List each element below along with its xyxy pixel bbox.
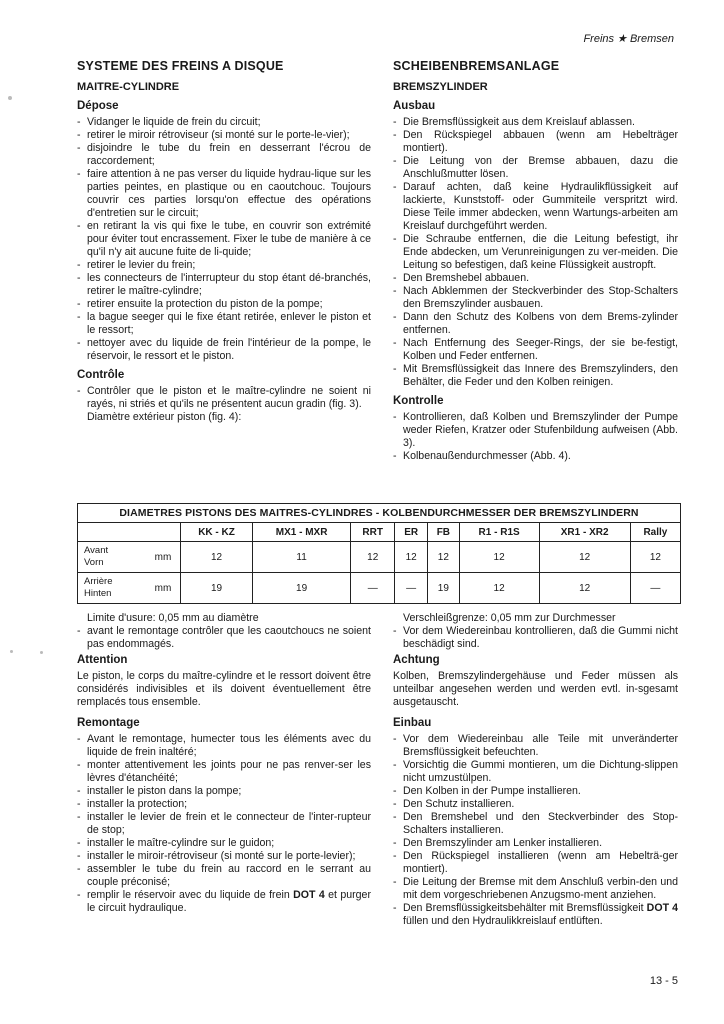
remontage-list xyxy=(77,733,371,915)
table-header-row xyxy=(78,523,681,542)
row-label xyxy=(78,573,147,604)
table-cell: 19 xyxy=(428,573,460,604)
table-cell: 12 xyxy=(539,542,630,573)
list-item: - Den Bremsflüssigkeitsbehälter mit Bremsflüssigkeit DOT 4 füllen und den Hydraulikkreislauf entlüften. xyxy=(393,902,678,928)
column-header: KK - KZ xyxy=(181,523,253,542)
kontrolle-list xyxy=(393,411,678,463)
table-cell: 12 xyxy=(351,542,395,573)
list-item: - Darauf achten, daß keine Hydraulikflüssigkeit auf lackierte, Kunststoff- oder Gummiteile verspritzt wird. Diese Teile immer abdecken, wenn Wartungs-arbeiten am Kreislauf durchgeführt werden. xyxy=(393,181,678,233)
french-title: SYSTEME DES FREINS A DISQUE xyxy=(77,59,284,73)
list-item: - Die Bremsflüssigkeit aus dem Kreislauf ablassen. xyxy=(393,116,678,129)
page-number: 13 - 5 xyxy=(649,975,678,987)
controle-diameter-text: Diamètre extérieur piston (fig. 4): xyxy=(87,411,242,423)
table-corner xyxy=(78,523,181,542)
wear-limit-fr: Limite d'usure: 0,05 mm au diamètre xyxy=(87,612,259,624)
controle-heading: Contrôle xyxy=(77,369,125,381)
achtung-heading: Achtung xyxy=(393,654,440,666)
row-label-de: Hinten xyxy=(84,588,112,599)
french-column-top xyxy=(77,60,371,424)
table-row xyxy=(78,573,681,604)
table-title: DIAMETRES PISTONS DES MAITRES-CYLINDRES - KOLBENDURCHMESSER DER BREMSZYLINDERN xyxy=(78,504,681,523)
depose-heading: Dépose xyxy=(77,100,119,112)
table-cell: — xyxy=(630,573,680,604)
german-subtitle: BREMSZYLINDER xyxy=(393,81,488,93)
table-cell: 12 xyxy=(181,542,253,573)
list-item: - avant le remontage contrôler que les caoutchoucs ne soient pas endommagés. xyxy=(77,625,371,651)
german-column-top xyxy=(393,60,678,463)
list-item: - Den Rückspiegel abbauen (wenn am Hebelträger montiert). xyxy=(393,129,678,155)
page-header: Freins ★ Bremsen xyxy=(583,33,674,45)
list-item: - Die Leitung der Bremse mit dem Anschluß verbin-den und mit dem vorgeschriebenen Anzugsmo-ment anziehen. xyxy=(393,876,678,902)
table-cell: 12 xyxy=(459,542,539,573)
list-item: - nettoyer avec du liquide de frein l'intérieur de la pompe, le réservoir, le ressort et le piston. xyxy=(77,337,371,363)
list-item: - retirer ensuite la protection du piston de la pompe; xyxy=(77,298,371,311)
list-item: - Kolbenaußendurchmesser (Abb. 4). xyxy=(393,450,678,463)
wear-limit-de: Verschleißgrenze: 0,05 mm zur Durchmesser xyxy=(403,612,616,624)
list-item: - Den Rückspiegel installieren (wenn am Hebelträ-ger montiert). xyxy=(393,850,678,876)
list-item: - retirer le miroir rétroviseur (si monté sur le porte-le-vier); xyxy=(77,129,371,142)
list-item: - remplir le réservoir avec du liquide de frein DOT 4 et purger le circuit hydraulique. xyxy=(77,889,371,915)
row-label-fr: Arrière xyxy=(84,576,113,587)
list-item: - Den Kolben in der Pumpe installieren. xyxy=(393,785,678,798)
list-item: - monter attentivement les joints pour ne pas renver-ser les lèvres d'étanchéité; xyxy=(77,759,371,785)
list-item: - Kontrollieren, daß Kolben und Bremszylinder der Pumpe weder Riefen, Kratzer oder Stufenbildung aufweisen (Abb. 3). xyxy=(393,411,678,450)
list-item: - Den Bremshebel und den Steckverbinder des Stop-Schalters installieren. xyxy=(393,811,678,837)
list-item: - Die Leitung von der Bremse abbauen, dazu die Anschlußmutter lösen. xyxy=(393,155,678,181)
table-cell: 19 xyxy=(253,573,351,604)
list-item: - Den Schutz installieren. xyxy=(393,798,678,811)
list-item: - Vorsichtig die Gummi montieren, um die Dichtung-slippen nicht umzustülpen. xyxy=(393,759,678,785)
table-cell: 19 xyxy=(181,573,253,604)
german-title: SCHEIBENBREMSANLAGE xyxy=(393,59,560,73)
row-label xyxy=(78,542,147,573)
column-header: MX1 - MXR xyxy=(253,523,351,542)
list-item: - Vidanger le liquide de frein du circuit; xyxy=(77,116,371,129)
row-label-de: Vorn xyxy=(84,557,104,568)
list-item: - Nach Abklemmen der Steckverbinder des Stop-Schalters den Bremszylinder ausbauen. xyxy=(393,285,678,311)
remontage-heading: Remontage xyxy=(77,717,140,729)
list-item: - Nach Entfernung des Seeger-Rings, der sie be-festigt, Kolben und Feder entfernen. xyxy=(393,337,678,363)
list-item: - la bague seeger qui le fixe étant retirée, enlever le piston et le ressort; xyxy=(77,311,371,337)
kontrolle-heading: Kontrolle xyxy=(393,395,444,407)
column-header: XR1 - XR2 xyxy=(539,523,630,542)
list-item: - installer la protection; xyxy=(77,798,371,811)
list-item: - installer le maître-cylindre sur le guidon; xyxy=(77,837,371,850)
achtung-text: Kolben, Bremszylindergehäuse und Feder müssen als unteilbar angesehen werden und werden evtl. in-sgesamt ausgetauscht. xyxy=(393,670,678,708)
list-item: - Avant le remontage, humecter tous les éléments avec du liquide de frein inaltéré; xyxy=(77,733,371,759)
list-item: - disjoindre le tube du frein en desserrant l'écrou de raccordement; xyxy=(77,142,371,168)
scan-speck xyxy=(10,650,13,653)
attention-text: Le piston, le corps du maître-cylindre et le ressort doivent être considérés indivisibles et ils doivent éventuellement être remplacés tous ensemble. xyxy=(77,670,371,708)
list-item: - en retirant la vis qui fixe le tube, en couvrir son extrémité pour éviter tout encrassement. Fixer le tube de manière à ce qu'il n'y ait aucune fuite de li-quide; xyxy=(77,220,371,259)
list-item: - faire attention à ne pas verser du liquide hydrau-lique sur les parties peintes, en plastique ou en caoutchouc. Toujours couvrir ces parties lorsqu'on effectue des opérations d'entretien sur le circuit; xyxy=(77,168,371,220)
piston-diameter-table xyxy=(77,503,681,604)
list-item: - Vor dem Wiedereinbau kontrollieren, daß die Gummi nicht beschädigt sind. xyxy=(393,625,678,651)
french-column-lower xyxy=(77,612,371,915)
ausbau-heading: Ausbau xyxy=(393,100,436,112)
avant-list xyxy=(77,625,371,651)
list-item: - installer le piston dans la pompe; xyxy=(77,785,371,798)
einbau-heading: Einbau xyxy=(393,717,432,729)
list-item: - assembler le tube du frein au raccord en le serrant au couple préconisé; xyxy=(77,863,371,889)
list-item: - Die Schraube entfernen, die die Leitung befestigt, ihr Ende abdecken, um Verunreinigungen zu ver-meiden. Die Leitung so befestigen, daß keine Flüssigkeit austropft. xyxy=(393,233,678,272)
list-item: - Vor dem Wiedereinbau alle Teile mit unveränderter Bremsflüssigkeit befeuchten. xyxy=(393,733,678,759)
table-cell: 12 xyxy=(428,542,460,573)
table-cell: 12 xyxy=(459,573,539,604)
list-item: - retirer le levier du frein; xyxy=(77,259,371,272)
row-unit: mm xyxy=(146,542,181,573)
scan-speck xyxy=(40,651,43,654)
column-header: RRT xyxy=(351,523,395,542)
list-item: - Den Bremszylinder am Lenker installieren. xyxy=(393,837,678,850)
column-header: R1 - R1S xyxy=(459,523,539,542)
french-subtitle: MAITRE-CYLINDRE xyxy=(77,81,180,93)
table-cell: — xyxy=(395,573,428,604)
table-cell: 12 xyxy=(630,542,680,573)
list-item: - Den Bremshebel abbauen. xyxy=(393,272,678,285)
controle-list xyxy=(77,385,371,411)
table-cell: 11 xyxy=(253,542,351,573)
row-unit: mm xyxy=(146,573,181,604)
list-item: - installer le levier de frein et le connecteur de l'inter-rupteur de stop; xyxy=(77,811,371,837)
column-header: Rally xyxy=(630,523,680,542)
list-item: - Contrôler que le piston et le maître-cylindre ne soient ni rayés, ni striés et qu'ils ne présentent aucun gradin (fig. 3). xyxy=(77,385,371,411)
column-header: FB xyxy=(428,523,460,542)
depose-list xyxy=(77,116,371,363)
einbau-list xyxy=(393,733,678,928)
table-row xyxy=(78,542,681,573)
table-cell: — xyxy=(351,573,395,604)
table-cell: 12 xyxy=(539,573,630,604)
list-item: - Mit Bremsflüssigkeit das Innere des Bremszylinders, den Behälter, die Feder und den Kolben reinigen. xyxy=(393,363,678,389)
table-cell: 12 xyxy=(395,542,428,573)
attention-heading: Attention xyxy=(77,654,128,666)
list-item: - Dann den Schutz des Kolbens von dem Brems-zylinder entfernen. xyxy=(393,311,678,337)
column-header: ER xyxy=(395,523,428,542)
scan-speck xyxy=(8,96,12,100)
list-item: - installer le miroir-rétroviseur (si monté sur le porte-levier); xyxy=(77,850,371,863)
list-item: - les connecteurs de l'interrupteur du stop étant dé-branchés, retirer le maître-cylindre; xyxy=(77,272,371,298)
row-label-fr: Avant xyxy=(84,545,109,556)
german-column-lower xyxy=(393,612,678,928)
vor-list xyxy=(393,625,678,651)
ausbau-list xyxy=(393,116,678,389)
